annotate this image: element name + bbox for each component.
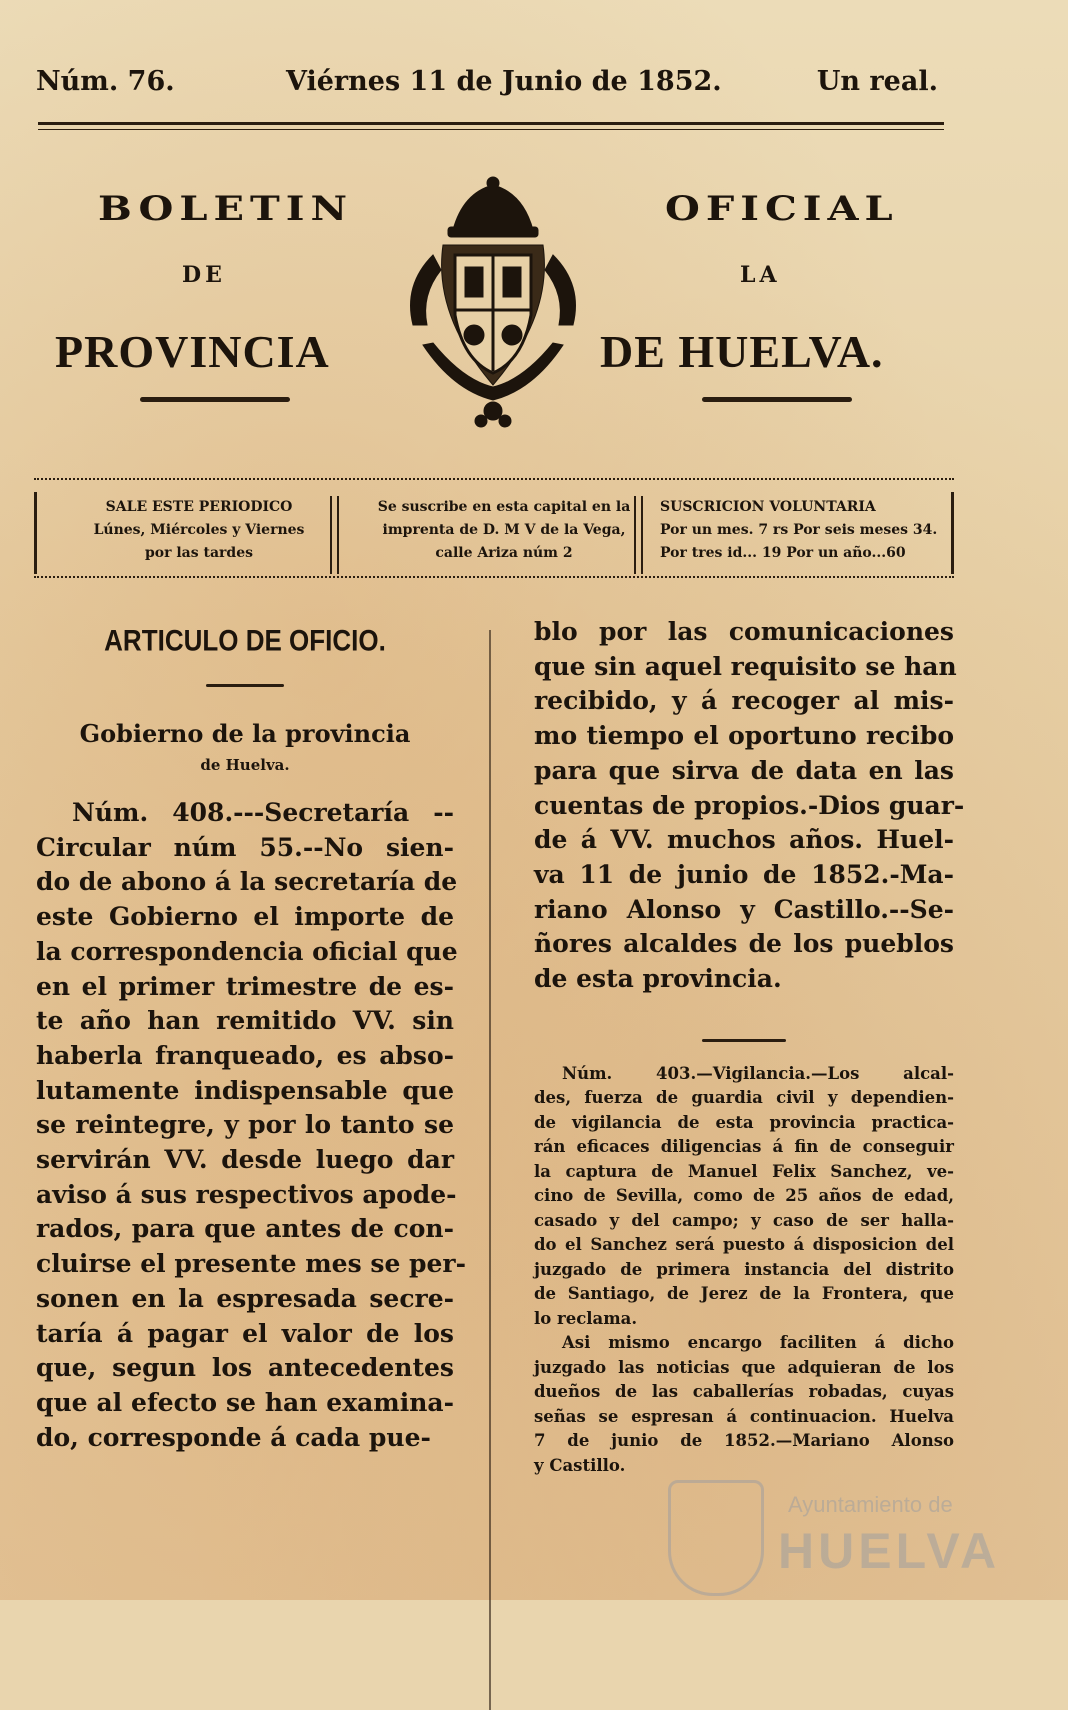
title-ornament-right: [702, 397, 852, 402]
government-subtitle: de Huelva.: [200, 756, 290, 774]
right-column: [534, 615, 965, 1478]
subscription-edge-left: [34, 492, 37, 574]
vigilance-notice: [534, 1062, 954, 1479]
text-line: rados, para que antes de con-: [36, 1214, 454, 1244]
text-line: Circular núm 55.--No sien-: [36, 832, 454, 862]
issue-date: Viérnes 11 de Junio de 1852.: [286, 66, 722, 97]
title-ornament-left: [140, 397, 290, 402]
text-line: este Gobierno el importe de: [36, 902, 454, 932]
title-la: LA: [740, 262, 781, 288]
issue-number: Núm. 76.: [36, 66, 175, 97]
subscription-border-top: [34, 478, 954, 488]
text-line: que, segun los antecedentes: [36, 1353, 454, 1383]
subscription-border-bottom: [34, 576, 954, 586]
section-title: ARTICULO DE OFICIO.: [104, 622, 386, 658]
text-line: dueños de las caballerías robadas, cuyas: [534, 1382, 954, 1402]
text-line: cluirse el presente mes se per-: [36, 1249, 466, 1279]
text-line: do el Sanchez será puesto á disposicion del: [534, 1235, 954, 1255]
text-line: de esta provincia.: [534, 964, 782, 994]
text-line: señas se espresan á continuacion. Huelva: [534, 1406, 954, 1426]
text-line: en el primer trimestre de es-: [36, 971, 454, 1001]
text-line: se reintegre, y por lo tanto se: [36, 1110, 454, 1140]
column-divider: [489, 630, 491, 1710]
text-line: ñores alcaldes de los pueblos: [534, 929, 954, 959]
text-line: cino de Sevilla, como de 25 años de edad,: [534, 1186, 954, 1206]
masthead-rule: [38, 122, 944, 125]
archive-watermark: [668, 1480, 1001, 1590]
issue-price: Un real.: [816, 66, 938, 97]
price-line: SUSCRICION VOLUNTARIA: [660, 499, 876, 515]
notice-rule: [702, 1039, 786, 1042]
price-line: Por tres id... 19 Por un año...60: [660, 545, 906, 561]
subscription-prices: [652, 496, 960, 568]
text-line: de vigilancia de esta provincia practica-: [534, 1112, 954, 1132]
text-line: Núm. 403.—Vigilancia.—Los alcal-: [562, 1063, 954, 1083]
subscription-divider: [634, 496, 643, 574]
left-column: [36, 615, 466, 1455]
text-line: lutamente indispensable que: [36, 1075, 454, 1105]
schedule-line: por las tardes: [144, 545, 253, 561]
text-line: rán eficaces diligencias á fin de conseguir: [534, 1137, 954, 1157]
title-boletin: BOLETIN: [98, 188, 354, 229]
text-line: juzgado las noticias que adquieran de los: [534, 1357, 954, 1377]
schedule-line: SALE ESTE PERIODICO: [105, 499, 293, 515]
text-line: des, fuerza de guardia civil y dependien-: [534, 1088, 954, 1108]
watermark-line-1: Ayuntamiento de: [788, 1492, 953, 1517]
text-line: Asi mismo encargo faciliten á dicho: [562, 1333, 954, 1353]
text-line: de Santiago, de Jerez de la Frontera, que: [534, 1284, 954, 1304]
masthead-line: [36, 66, 938, 106]
text-line: que al efecto se han examina-: [36, 1387, 454, 1417]
text-line: taría á pagar el valor de los: [36, 1318, 454, 1348]
text-line: servirán VV. desde luego dar: [36, 1145, 454, 1175]
text-line: blo por las comunicaciones: [534, 617, 954, 646]
subscription-divider: [330, 496, 339, 574]
price-line: Por un mes. 7 rs Por seis meses 34.: [660, 522, 938, 538]
text-line: haberla franqueado, es abso-: [36, 1040, 454, 1070]
title-oficial: OFICIAL: [665, 188, 899, 229]
subscription-box: [34, 478, 954, 586]
schedule-line: Lúnes, Miércoles y Viernes: [93, 522, 305, 538]
location-line: imprenta de D. M V de la Vega,: [382, 522, 626, 538]
royal-coat-of-arms-icon: [393, 175, 593, 430]
text-line: casado y del campo; y caso de ser halla-: [534, 1210, 954, 1230]
text-line: de á VV. muchos años. Huel-: [534, 825, 954, 855]
text-line: te año han remitido VV. sin: [36, 1006, 454, 1036]
text-line: la correspondencia oficial que: [36, 936, 458, 966]
text-line: 7 de junio de 1852.—Mariano Alonso: [534, 1431, 954, 1451]
circular-text: [36, 796, 466, 1455]
section-rule: [206, 684, 284, 687]
city-shield-icon: [668, 1480, 764, 1596]
text-line: riano Alonso y Castillo.--Se-: [534, 894, 954, 924]
text-line: sonen en la espresada secre-: [36, 1283, 454, 1313]
text-line: juzgado de primera instancia del distrito: [534, 1259, 954, 1279]
watermark-line-2: HUELVA: [778, 1523, 1001, 1579]
text-line: do de abono á la secretaría de: [36, 867, 458, 897]
text-line: aviso á sus respectivos apode-: [36, 1179, 457, 1209]
text-line: lo reclama.: [534, 1308, 638, 1328]
circular-text-continued: [534, 615, 965, 997]
location-line: calle Ariza núm 2: [435, 545, 573, 561]
title-provincia: PROVINCIA: [55, 326, 330, 377]
text-line: y Castillo.: [534, 1455, 626, 1475]
text-line: la captura de Manuel Felix Sanchez, ve-: [534, 1161, 954, 1181]
masthead-rule-thin: [38, 129, 944, 130]
text-line: para que sirva de data en las: [534, 755, 954, 785]
subscription-location: [354, 496, 654, 568]
government-title: Gobierno de la provincia: [79, 719, 411, 748]
text-line: cuentas de propios.-Dios guar-: [534, 790, 965, 820]
text-line: Núm. 408.---Secretaría --: [72, 798, 454, 827]
text-line: que sin aquel requisito se han: [534, 651, 957, 681]
subscription-schedule: [54, 496, 344, 568]
title-de: DE: [182, 262, 226, 288]
text-line: mo tiempo el oportuno recibo: [534, 721, 954, 751]
text-line: va 11 de junio de 1852.-Ma-: [534, 859, 954, 889]
text-line: do, corresponde á cada pue-: [36, 1422, 431, 1452]
text-line: recibido, y á recoger al mis-: [534, 686, 954, 716]
location-line: Se suscribe en esta capital en la: [377, 499, 631, 515]
title-de-huelva: DE HUELVA.: [600, 326, 884, 377]
